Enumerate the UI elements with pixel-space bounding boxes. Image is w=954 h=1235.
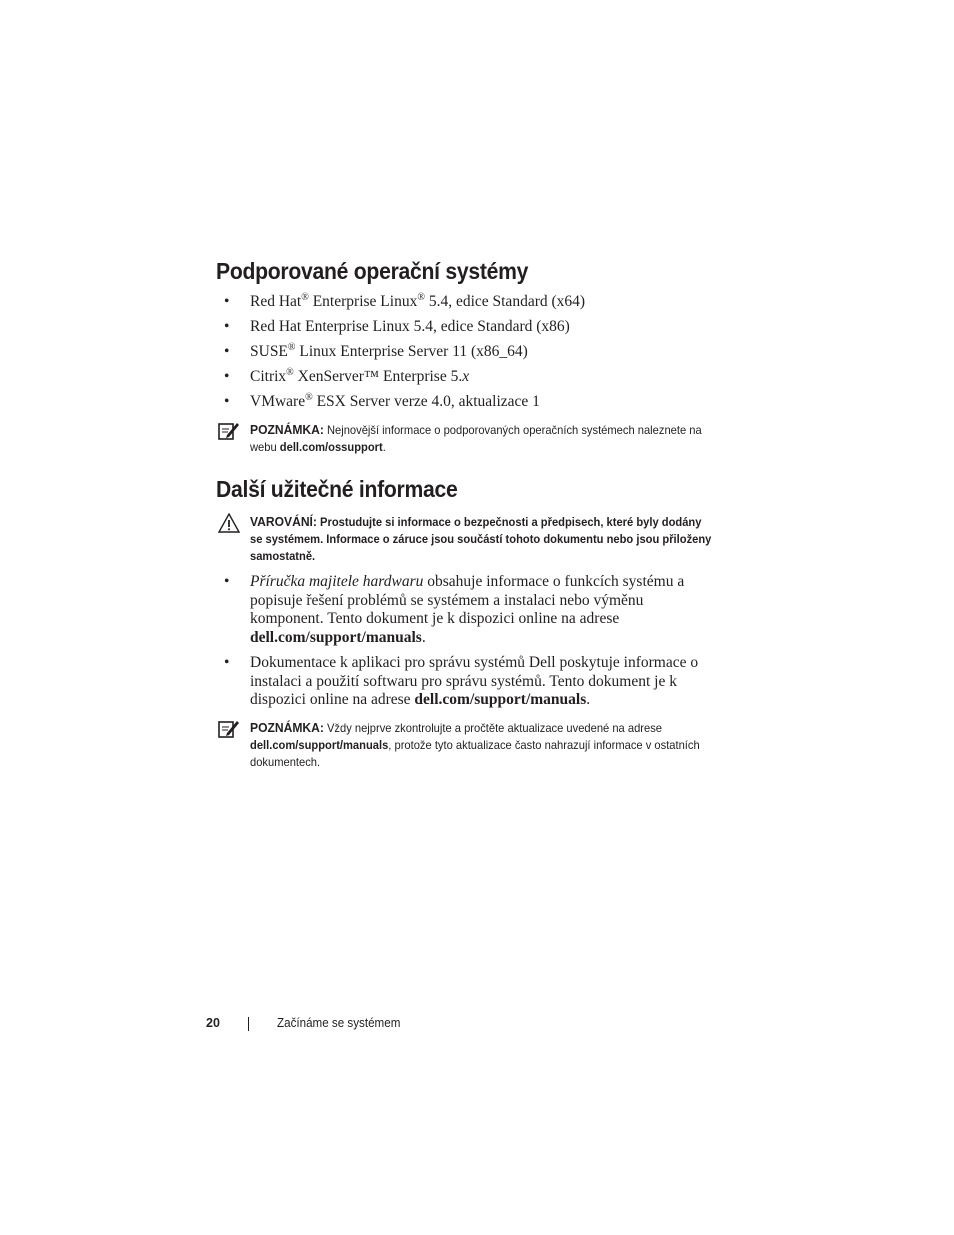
list-item: • Dokumentace k aplikaci pro správu systémů Dell poskytuje informace o instalaci a použití softwaru pro správu systémů. Tento dokument je k dispozici online na adrese dell.com/support/manuals.	[224, 654, 699, 708]
bullet-icon: •	[224, 343, 230, 360]
warning-triangle-icon	[218, 513, 240, 533]
pencil-note-icon	[218, 421, 240, 441]
manuals-link[interactable]: dell.com/support/manuals	[250, 738, 389, 752]
bullet-icon: •	[224, 573, 230, 590]
heading-useful-info: Další užitečné informace	[216, 476, 458, 502]
footer-title: Začínáme se systémem	[277, 1016, 401, 1030]
bullet-icon: •	[224, 368, 230, 385]
heading-supported-os: Podporované operační systémy	[216, 258, 529, 284]
note-text: POZNÁMKA: Nejnovější informace o podporovaných operačních systémech naleznete na webu dell.com/ossupport.	[250, 422, 702, 454]
pencil-note-icon	[218, 719, 240, 739]
bullet-icon: •	[224, 293, 230, 310]
list-item: • VMware® ESX Server verze 4.0, aktualizace 1	[224, 392, 540, 410]
page-number: 20	[206, 1016, 220, 1030]
bullet-icon: •	[224, 318, 230, 335]
list-item: • Red Hat® Enterprise Linux® 5.4, edice Standard (x64)	[224, 292, 586, 310]
updates-note	[218, 719, 718, 771]
list-item: • Red Hat Enterprise Linux 5.4, edice Standard (x86)	[224, 318, 570, 335]
manuals-link[interactable]: dell.com/support/manuals	[250, 628, 422, 646]
manuals-link[interactable]: dell.com/support/manuals	[414, 691, 587, 708]
footer-divider	[248, 1017, 249, 1031]
os-support-note	[218, 421, 718, 456]
bullet-icon: •	[224, 393, 230, 410]
list-item: • SUSE® Linux Enterprise Server 11 (x86_64)	[224, 342, 528, 360]
info-list	[224, 573, 724, 710]
note-text: POZNÁMKA: Vždy nejprve zkontrolujte a pročtěte aktualizace uvedené na adrese dell.com/support/manuals, protože tyto aktualizace často nahrazují informace v ostatních dokumentech.	[250, 720, 700, 769]
os-list	[224, 292, 585, 417]
ossupport-link[interactable]: dell.com/ossupport	[279, 440, 383, 454]
list-item: • Citrix® XenServer™ Enterprise 5.x	[224, 367, 470, 385]
safety-warning	[218, 513, 718, 565]
list-item: • Příručka majitele hardwaru obsahuje informace o funkcích systému a popisuje řešení problémů se systémem a instalaci nebo výměnu komponent. Tento dokument je k dispozici online na adrese dell.com/support/manuals.	[224, 573, 685, 646]
bullet-icon: •	[224, 654, 230, 671]
warning-text: VAROVÁNÍ: Prostudujte si informace o bezpečnosti a předpisech, které byly dodány se systémem. Informace o záruce jsou součástí tohoto dokumentu nebo jsou přiloženy samostatně.	[250, 514, 712, 563]
